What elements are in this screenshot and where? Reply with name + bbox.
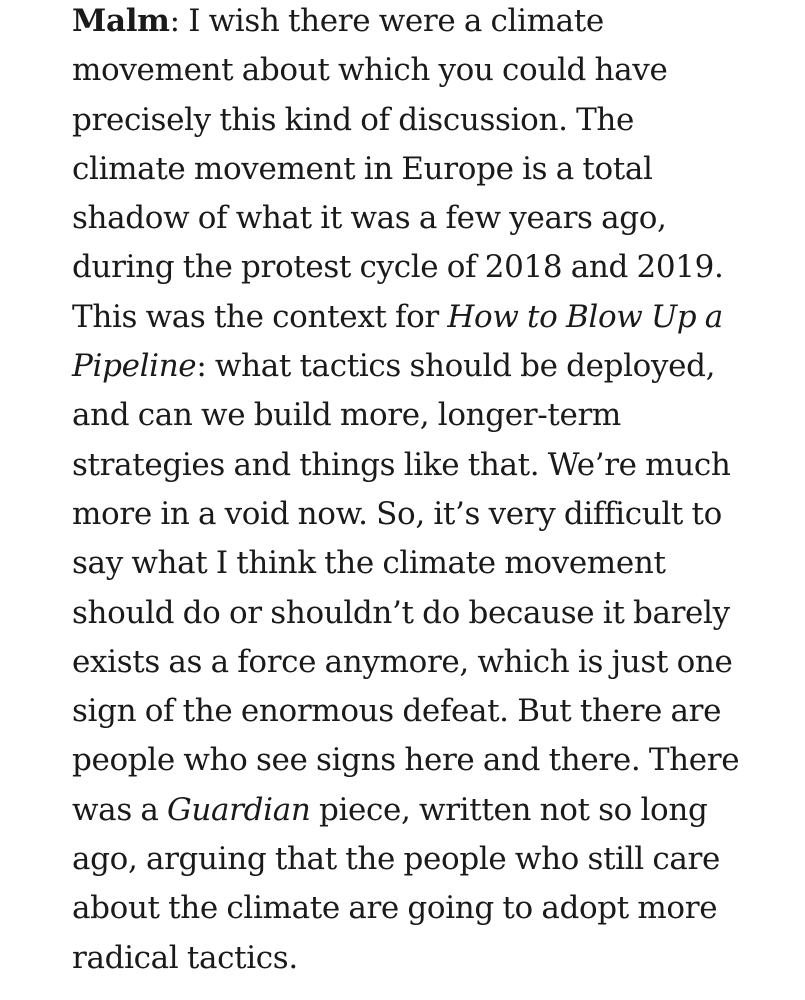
text-line-5: shadow of what it was a few years ago, <box>72 200 667 237</box>
text-line-9: and can we build more, longer-term <box>72 397 621 434</box>
speaker-name: Malm <box>72 3 170 39</box>
book-title-italic-end: Pipeline <box>72 348 197 385</box>
text-line-18: ago, arguing that the people who still care <box>72 841 720 878</box>
text-line-12: say what I think the climate movement <box>72 545 666 582</box>
text-line-13: should do or shouldn’t do because it barely <box>72 594 730 631</box>
text-line-4: climate movement in Europe is a total <box>72 150 653 187</box>
line-text: : what tactics should be deployed, <box>196 348 716 385</box>
text-line-17 <box>72 786 792 835</box>
text-line-16: people who see signs here and there. There <box>72 742 740 779</box>
text-line-2: movement about which you could have <box>72 52 668 89</box>
text-line-8 <box>72 342 792 391</box>
text-line-6: during the protest cycle of 2018 and 2019. <box>72 249 724 286</box>
text-line-20: radical tactics. <box>72 939 298 976</box>
line-text: piece, written not so long <box>310 791 708 828</box>
text-line-1 <box>72 0 792 46</box>
text-line-19: about the climate are going to adopt more <box>72 890 718 927</box>
text-line-11: more in a void now. So, it’s very difficult to <box>72 495 722 532</box>
text-line-7 <box>72 293 792 342</box>
line-text: was a <box>72 791 168 828</box>
interview-paragraph <box>72 0 792 983</box>
line-text: This was the context for <box>72 298 448 335</box>
publication-name-italic: Guardian <box>167 791 311 828</box>
line-text: : I wish there were a climate <box>169 3 604 39</box>
text-line-14: exists as a force anymore, which is just one <box>72 643 733 680</box>
text-line-15: sign of the enormous defeat. But there are <box>72 693 722 730</box>
book-title-italic: How to Blow Up a <box>447 298 723 335</box>
text-line-10: strategies and things like that. We’re much <box>72 446 731 483</box>
text-line-3: precisely this kind of discussion. The <box>72 101 635 138</box>
